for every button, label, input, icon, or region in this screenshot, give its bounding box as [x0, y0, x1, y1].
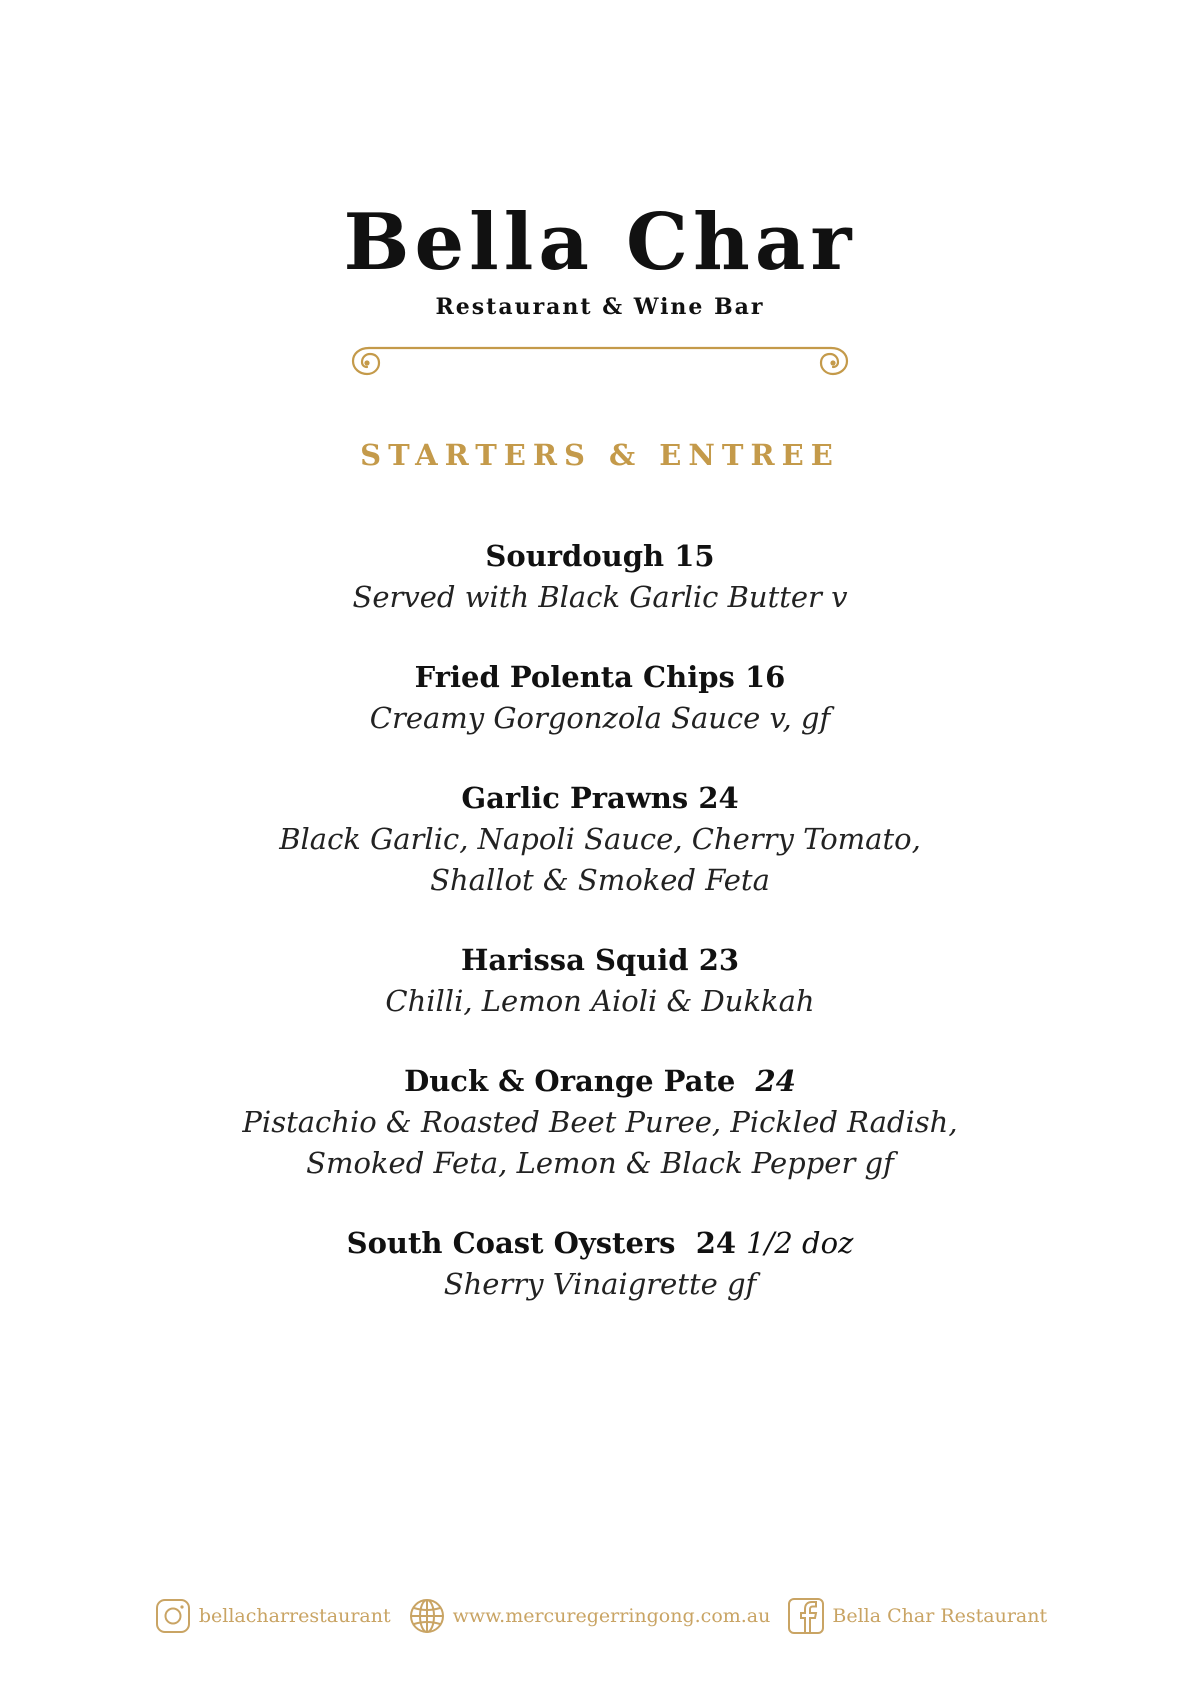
item-price: 24	[695, 1226, 737, 1260]
item-name: Fried Polenta Chips	[414, 660, 735, 694]
restaurant-subtitle: Restaurant & Wine Bar	[435, 294, 765, 320]
menu-list	[0, 535, 1200, 1343]
item-description-line: Served with Black Garlic Butter v	[352, 580, 848, 614]
item-price: 23	[698, 943, 740, 977]
item-name: South Coast Oysters	[346, 1226, 676, 1260]
instagram-icon	[153, 1596, 193, 1636]
item-title-line	[0, 939, 1200, 981]
item-description	[0, 819, 1200, 901]
item-description	[0, 698, 1200, 739]
item-name: Sourdough	[485, 539, 665, 573]
section-heading: STARTERS & ENTREE	[360, 438, 840, 472]
item-unit: 1/2 doz	[746, 1226, 854, 1260]
item-description-line: Shallot & Smoked Feta	[430, 863, 770, 897]
item-description-line: Creamy Gorgonzola Sauce v, gf	[369, 701, 831, 735]
item-description-line: Smoked Feta, Lemon & Black Pepper gf	[306, 1146, 894, 1180]
item-description-line: Black Garlic, Napoli Sauce, Cherry Tomato,	[279, 822, 921, 856]
menu-item	[0, 535, 1200, 618]
instagram-handle[interactable]: bellacharrestaurant	[198, 1605, 391, 1627]
website-link[interactable]	[407, 1596, 771, 1636]
website-url[interactable]: www.mercuregerringong.com.au	[452, 1605, 771, 1627]
item-price: 15	[674, 539, 715, 573]
item-price: 16	[744, 660, 786, 694]
facebook-page[interactable]: Bella Char Restaurant	[832, 1605, 1048, 1627]
footer	[0, 1594, 1200, 1638]
menu-item	[0, 777, 1200, 901]
item-price: 24	[755, 1064, 796, 1098]
item-description-line: Chilli, Lemon Aioli & Dukkah	[385, 984, 815, 1018]
item-description	[0, 577, 1200, 618]
item-description	[0, 981, 1200, 1022]
menu-item	[0, 1060, 1200, 1184]
facebook-link[interactable]	[786, 1596, 1047, 1636]
item-name: Duck & Orange Pate	[404, 1064, 736, 1098]
item-price: 24	[698, 781, 739, 815]
ornamental-divider	[349, 338, 851, 378]
menu-item	[0, 1222, 1200, 1305]
item-title-line	[0, 656, 1200, 698]
item-description	[0, 1264, 1200, 1305]
globe-icon	[407, 1596, 447, 1636]
item-name: Harissa Squid	[460, 943, 689, 977]
item-description-line: Pistachio & Roasted Beet Puree, Pickled Radish,	[242, 1105, 958, 1139]
menu-item	[0, 656, 1200, 739]
item-title-line	[0, 1222, 1200, 1264]
menu-item	[0, 939, 1200, 1022]
item-title-line	[0, 777, 1200, 819]
facebook-icon	[786, 1596, 826, 1636]
item-description-line: Sherry Vinaigrette gf	[443, 1267, 757, 1301]
instagram-link[interactable]	[153, 1596, 391, 1636]
item-name: Garlic Prawns	[461, 781, 689, 815]
restaurant-title: Bella Char	[343, 197, 857, 288]
item-description	[0, 1102, 1200, 1184]
item-title-line	[0, 535, 1200, 577]
item-title-line	[0, 1060, 1200, 1102]
